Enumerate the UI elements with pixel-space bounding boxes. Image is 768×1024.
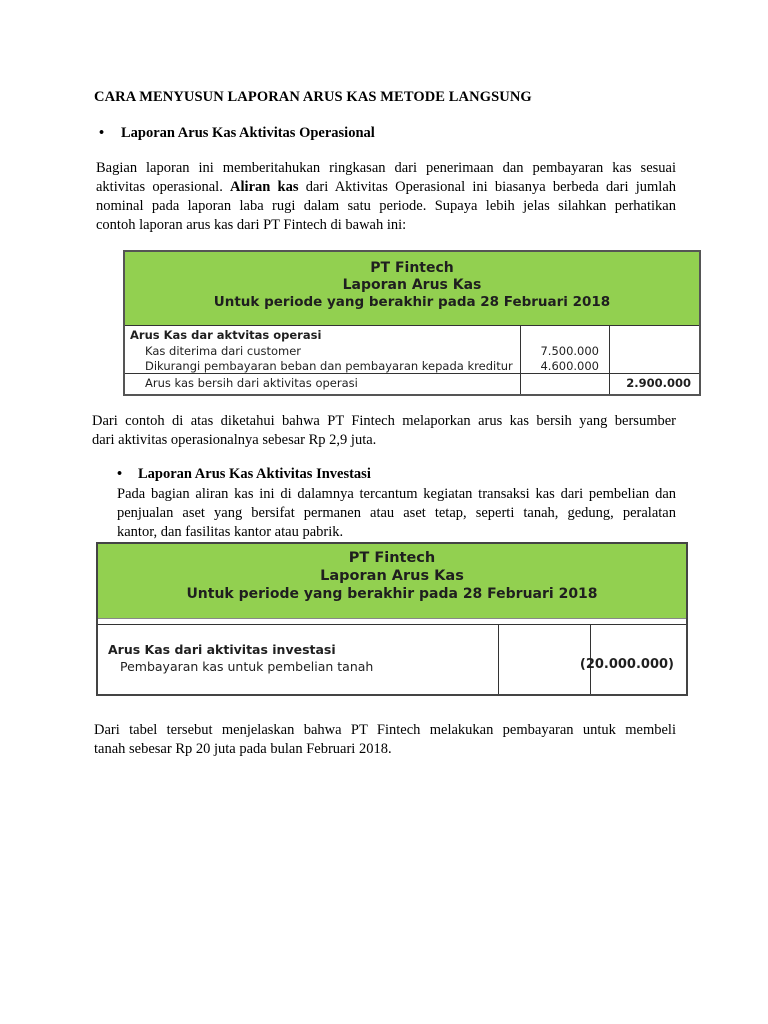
table-row-label: Pembayaran kas untuk pembelian tanah bbox=[120, 659, 374, 674]
report-name: Laporan Arus Kas bbox=[320, 568, 464, 584]
paragraph-line: kantor, dan fasilitas kantor atau pabrik. bbox=[117, 524, 344, 540]
table-row-amount: 7.500.000 bbox=[540, 344, 599, 358]
paragraph-line: dari aktivitas operasionalnya sebesar Rp 2,9 juta. bbox=[92, 432, 377, 448]
paragraph-line: Bagian laporan ini memberitahukan ringkasan dari penerimaan dan pembayaran kas sesuai bbox=[96, 160, 676, 176]
page-title: CARA MENYUSUN LAPORAN ARUS KAS METODE LANGSUNG bbox=[94, 89, 532, 105]
report-period: Untuk periode yang berakhir pada 28 Februari 2018 bbox=[186, 586, 598, 602]
paragraph-line: Pada bagian aliran kas ini di dalamnya tercantum kegiatan transaksi kas dari pembelian dan bbox=[117, 486, 676, 502]
report-period: Untuk periode yang berakhir pada 28 Februari 2018 bbox=[213, 294, 611, 310]
paragraph-result-investment bbox=[94, 721, 676, 759]
bullet-icon: • bbox=[99, 125, 105, 141]
section-heading-text: Laporan Arus Kas Aktivitas Operasional bbox=[121, 125, 375, 141]
table-row-amount: 4.600.000 bbox=[540, 359, 599, 373]
table-row-total: (20.000.000) bbox=[579, 657, 674, 672]
table-header bbox=[125, 252, 699, 325]
section-heading-text: Laporan Arus Kas Aktivitas Investasi bbox=[138, 466, 371, 482]
paragraph-line: aktivitas operasional. Aliran kas dari Aktivitas Operasional ini biasanya berbeda dari jumlah bbox=[96, 179, 677, 195]
table-section-label: Arus Kas dar aktvitas operasi bbox=[130, 328, 322, 342]
cash-flow-table-investment bbox=[96, 542, 688, 696]
bullet-icon: • bbox=[117, 466, 123, 482]
table-row-label: Dikurangi pembayaran beban dan pembayaran kepada kreditur bbox=[145, 359, 513, 373]
paragraph-line: penjualan aset yang bersifat permanen atau aset tetap, seperti tanah, gedung, peralatan bbox=[117, 505, 676, 521]
bold-term: Aliran kas bbox=[230, 179, 299, 195]
paragraph-line: contoh laporan arus kas dari PT Fintech di bawah ini: bbox=[96, 217, 407, 233]
paragraph-line: nominal pada laporan laba rugi dalam satu periode. Supaya lebih jelas silahkan perhatikan bbox=[96, 198, 676, 214]
table-section-label: Arus Kas dari aktivitas investasi bbox=[108, 642, 336, 657]
cash-flow-table-operational bbox=[123, 250, 701, 396]
paragraph-line: Dari tabel tersebut menjelaskan bahwa PT Fintech melakukan pembayaran untuk membeli bbox=[94, 722, 676, 738]
company-name: PT Fintech bbox=[370, 260, 454, 276]
table-row-total: 2.900.000 bbox=[626, 376, 691, 390]
table-row-label: Kas diterima dari customer bbox=[145, 344, 302, 358]
paragraph-result-operational bbox=[92, 412, 676, 450]
paragraph-operational bbox=[96, 159, 676, 235]
report-name: Laporan Arus Kas bbox=[342, 277, 482, 293]
paragraph-investment bbox=[117, 485, 676, 542]
paragraph-line: tanah sebesar Rp 20 juta pada bulan Februari 2018. bbox=[94, 741, 392, 757]
paragraph-line: Dari contoh di atas diketahui bahwa PT Fintech melaporkan arus kas bersih yang bersumber bbox=[92, 413, 676, 429]
company-name: PT Fintech bbox=[348, 550, 436, 566]
table-header bbox=[98, 544, 686, 618]
table-row-label: Arus kas bersih dari aktivitas operasi bbox=[145, 376, 358, 390]
